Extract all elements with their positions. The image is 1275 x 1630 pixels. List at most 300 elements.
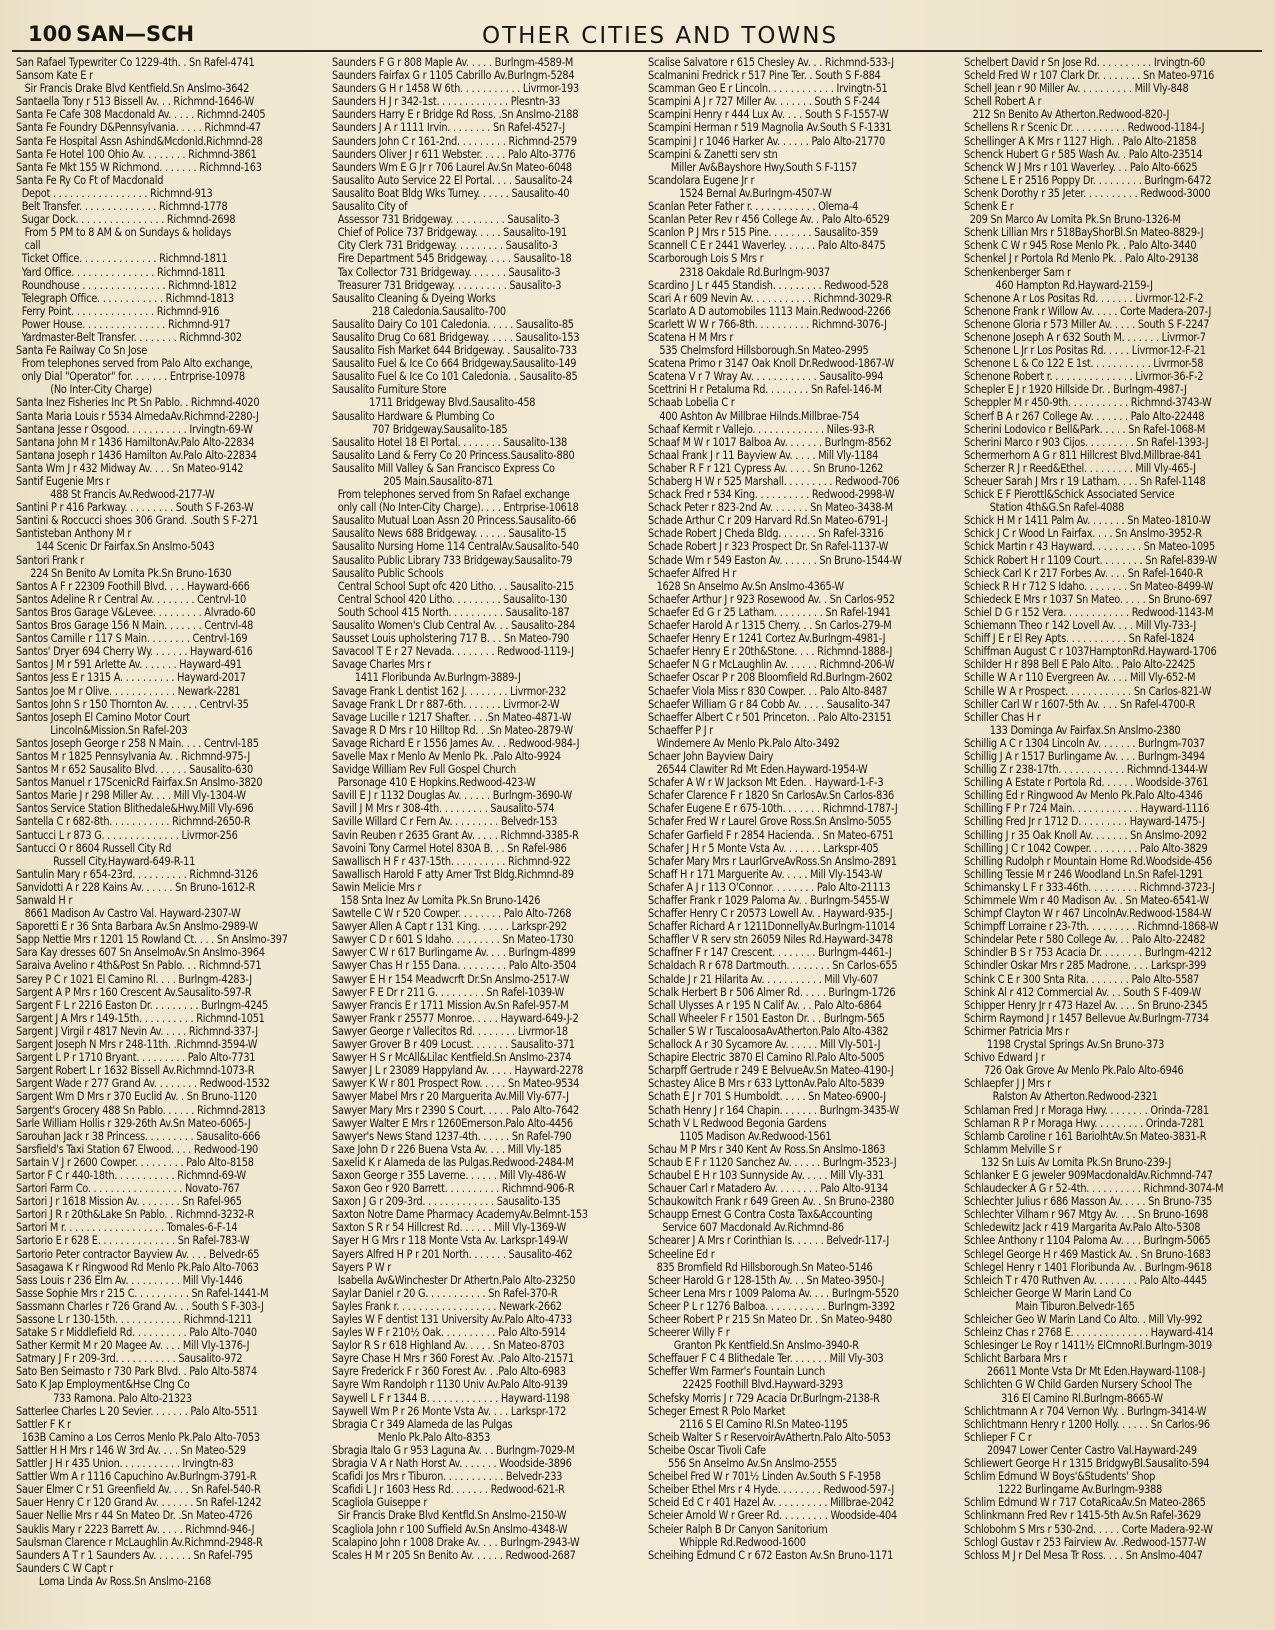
listing-entry: Savin Reuben r 2635 Grant Av. . . . . Richmnd-3385-R bbox=[332, 828, 579, 842]
listing-entry: Sartori M r. . . . . . . . . . . . . . . . . . Tomales-6-F-14 bbox=[16, 1221, 238, 1235]
listing-entry: Schlaepfer J J Mrs r bbox=[964, 1077, 1051, 1091]
listing-entry: Schade Robert J r 323 Prospect Dr. Sn Rafel-1137-W bbox=[648, 540, 889, 554]
listing-entry: Schillig J A r 1517 Burlingame Av. . . . Burlngm-3494 bbox=[964, 749, 1205, 763]
listing-entry: Schimpff Lorraine r 23-7th. . . . . . . . . Richmnd-1868-W bbox=[964, 920, 1219, 934]
listing-entry: Parsonage 410 E Hopkins.Redwood-423-W bbox=[332, 776, 536, 790]
listing-entry: Schearer J A Mrs r Corinthian Is. . . . . . Belvedr-117-J bbox=[648, 1234, 890, 1248]
listing-entry: Sargent Joseph N Mrs r 248-11th. .Richmnd-3594-W bbox=[16, 1038, 258, 1052]
listing-entry: Santa Fe Hotel 100 Ohio Av. . . . . . . . Richmnd-3861 bbox=[16, 147, 257, 161]
listing-entry: Schenck W J Mrs r 101 Waverley. . . Palo Alto-6625 bbox=[964, 160, 1198, 174]
listing-entry: Scari A r 609 Nevin Av. . . . . . . . . . . Richmnd-3029-R bbox=[648, 291, 892, 305]
listing-entry: Savage Richard E r 1556 James Av. . . Redwood-984-J bbox=[332, 736, 580, 750]
listing-entry: Schenk C W r 945 Rose Menlo Pk. . Palo Alto-3440 bbox=[964, 239, 1197, 253]
listing-entry: Sbragia V A r Nath Horst Av. . . . . . . Woodside-3896 bbox=[332, 1457, 572, 1471]
listing-entry: Scardino J L r 445 Standish. . . . . . . . . Redwood-528 bbox=[648, 278, 889, 292]
listing-entry: Ralston Av Atherton.Redwood-2321 bbox=[964, 1090, 1158, 1104]
listing-entry: Schaldach R r 678 Dartmouth. . . . . . . . Sn Carlos-655 bbox=[648, 959, 898, 973]
listing-entry: Sartori J r 1618 Mission Av. . . . . . . . Sn Rafel-965 bbox=[16, 1195, 242, 1209]
listing-entry: Santos A F r 22309 Foothill Blvd. . . . Hayward-666 bbox=[16, 579, 250, 593]
listing-entry: 8661 Madison Av Castro Val. Hayward-2307-W bbox=[16, 907, 241, 921]
listing-entry: Santucci L r 873 G. . . . . . . . . . . . . . Livrmor-256 bbox=[16, 828, 238, 842]
listing-entry: Santa Inez Fisheries Inc Pt Sn Pablo. . Richmnd-4020 bbox=[16, 396, 260, 410]
listing-entry: Scarborough Lois S Mrs r bbox=[648, 252, 764, 266]
listing-entry: 1524 Bernal Av.Burlngm-4507-W bbox=[648, 186, 832, 200]
listing-entry: Scatena H M Mrs r bbox=[648, 330, 734, 344]
listing-entry: Scherzer R J r Reed&Ethel. . . . . . . . . Mill Vly-465-J bbox=[964, 461, 1196, 475]
listing-entry: Schaefer Oscar P r 208 Bloomfield Rd.Burlngm-2602 bbox=[648, 671, 893, 685]
listing-entry: Schindler Oskar Mrs r 285 Madrone. . . . Larkspr-399 bbox=[964, 959, 1207, 973]
listing-entry: Schaefer Alfred H r bbox=[648, 566, 737, 580]
listing-entry: Scampini J r 1046 Harker Av. . . . . . Palo Alto-21770 bbox=[648, 134, 885, 148]
listing-entry: 20947 Lower Center Castro Val.Hayward-249 bbox=[964, 1443, 1197, 1457]
listing-entry: Schirmer Patricia Mrs r bbox=[964, 1024, 1070, 1038]
listing-entry: Schafer A W r W Jackson Mt Eden. . Hayward-1-F-3 bbox=[648, 776, 884, 790]
listing-entry: Schliewert George H r 1315 BridgwyBl.Sausalito-594 bbox=[964, 1457, 1210, 1471]
listing-entry: Satmary J F r 209-3rd. . . . . . . . . . . Sausalito-972 bbox=[16, 1352, 243, 1366]
listing-entry: Schaab Lobelia C r bbox=[648, 396, 735, 410]
listing-entry: Schindelar Pete r 580 College Av. . . Palo Alto-22482 bbox=[964, 933, 1206, 947]
listing-entry: Sargent L P r 1710 Bryant. . . . . . . . . Palo Alto-7731 bbox=[16, 1051, 256, 1065]
listing-entry: Schlieper F C r bbox=[964, 1430, 1032, 1444]
listing-entry: Schafer Eugene E r 675-10th. . . . . . . Richmnd-1787-J bbox=[648, 802, 898, 816]
listing-entry: Schirm Raymond J r 1457 Bellevue Av.Burlngm-7734 bbox=[964, 1011, 1209, 1025]
listing-entry: Sausalito Fish Market 644 Bridgeway. . Sausalito-733 bbox=[332, 344, 577, 358]
listing-entry: Savage Lucille r 1217 Shafter. . . .Sn Mateo-4871-W bbox=[332, 710, 572, 724]
listing-entry: Schaber R F r 121 Cypress Av. . . . . Sn Bruno-1262 bbox=[648, 461, 884, 475]
listing-entry: Scatena V r 7 Wray Av. . . . . . . . . . . . Sausalito-994 bbox=[648, 370, 884, 384]
listing-entry: Scheppler M r 450-9th. . . . . . . . . . . Richmnd-3743-W bbox=[964, 396, 1212, 410]
listing-entry: Schaubel E H r 103 Sunnyside Av. . . . . Mill Vly-331 bbox=[648, 1168, 885, 1182]
page-number: 100 bbox=[28, 22, 72, 46]
listing-entry: Schink Al r 412 Commercial Av. . . South S F-409-W bbox=[964, 985, 1201, 999]
listing-entry: Sausalito Land & Ferry Co 20 Princess.Sausalito-880 bbox=[332, 448, 575, 462]
listing-entry: Schledewitz Jack r 419 Margarita Av.Palo Alto-5308 bbox=[964, 1221, 1201, 1235]
listing-entry: Belt Transfer. . . . . . . . . . . . . . Richmnd-1778 bbox=[16, 200, 228, 214]
listing-entry: Scheiber Ethel Mrs r 4 Hyde. . . . . . . . Redwood-597-J bbox=[648, 1483, 894, 1497]
listing-entry: Sawyer H S r McAll&Lilac Kentfield.Sn Anslmo-2374 bbox=[332, 1051, 572, 1065]
listing-entry: 400 Ashton Av Millbrae Hilnds.Millbrae-754 bbox=[648, 409, 860, 423]
listing-entry: Schaefer Henry E r 1241 Cortez Av.Burlngm-4981-J bbox=[648, 632, 886, 646]
listing-entry: Schaeffer Albert C r 501 Princeton. . Palo Alto-23151 bbox=[648, 710, 892, 724]
listing-entry: Saunders Oliver J r 611 Webster. . . . . Palo Alto-3776 bbox=[332, 147, 576, 161]
listing-entry: Schenk Dorothy r 35 Jeter. . . . . . . . . . Redwood-3000 bbox=[964, 186, 1211, 200]
listing-entry: Santos Bros Garage V&Levee. . . . . . . . . Alvrado-60 bbox=[16, 605, 256, 619]
listing-entry: Sasagawa K r Ringwood Rd Menlo Pk.Palo Alto-7063 bbox=[16, 1260, 259, 1274]
listing-entry: 316 El Camino Rl.Burlngm-8665-W bbox=[964, 1391, 1163, 1405]
listing-entry: Sawyer's News Stand 1237-4th. . . . . . Sn Rafel-790 bbox=[332, 1129, 572, 1143]
listing-entry: Sausalito Mutual Loan Assn 20 Princess.Sausalito-66 bbox=[332, 514, 577, 528]
listing-entry: Schenone Robert r. . . . . . . . . . . . . . . Livrmor-36-F-2 bbox=[964, 370, 1204, 384]
listing-entry: Saxton S R r 54 Hillcrest Rd. . . . . . Mill Vly-1369-W bbox=[332, 1221, 567, 1235]
listing-entry: Sartorio E r 628 E. . . . . . . . . . . . . . Sn Rafel-783-W bbox=[16, 1234, 250, 1248]
listing-entry: Sausalito Cleaning & Dyeing Works bbox=[332, 291, 496, 305]
listing-column-2 bbox=[332, 56, 627, 1626]
listing-entry: Schafer Mary Mrs r LaurlGrveAvRoss.Sn Anslmo-2891 bbox=[648, 854, 897, 868]
listing-entry: Schath E J r 701 S Humboldt. . . . . Sn Mateo-6900-J bbox=[648, 1090, 886, 1104]
listing-entry: Schiedeck E Mrs r 1037 Sn Mateo. . . . . Sn Bruno-697 bbox=[964, 592, 1213, 606]
listing-entry: Schall Wheeler F r 1501 Easton Dr. . . Burlngm-565 bbox=[648, 1011, 885, 1025]
listing-entry: Scheeline Ed r bbox=[648, 1247, 715, 1261]
listing-entry: Saunders Wm E G Jr r 706 Laurel Av.Sn Mateo-6048 bbox=[332, 160, 572, 174]
listing-entry: Scheld Fred W r 107 Clark Dr. . . . . . . . Sn Mateo-9716 bbox=[964, 69, 1215, 83]
listing-entry: Sausset Louis upholstering 717 B. . . Sn Mateo-790 bbox=[332, 632, 570, 646]
listing-entry: Schiel D G r 152 Vera. . . . . . . . . . . . Redwood-1143-M bbox=[964, 605, 1214, 619]
listing-entry: Sartorio Peter contractor Bayview Av. . . . Belvedr-65 bbox=[16, 1247, 260, 1261]
listing-entry: Schlim Edmund W Boys'&Students' Shop bbox=[964, 1470, 1156, 1484]
listing-entry: 158 Snta Inez Av Lomita Pk.Sn Bruno-1426 bbox=[332, 894, 541, 907]
listing-entry: Savill E J r 1132 Douglas Av. . . . . . Burlngm-3690-W bbox=[332, 789, 572, 803]
listing-entry: Santa Fe Cafe 308 Macdonald Av. . . . . Richmnd-2405 bbox=[16, 108, 266, 122]
listing-column-4 bbox=[964, 56, 1259, 1626]
listing-entry: Ferry Point. . . . . . . . . . . . . . . Richmnd-916 bbox=[16, 304, 220, 318]
listing-entry: Scampini & Zanetti serv stn bbox=[648, 147, 778, 161]
listing-entry: Sarouhan Jack r 38 Princess. . . . . . . . . Sausalito-666 bbox=[16, 1129, 261, 1143]
listing-entry: Schall Ulysses A r 195 N Calif Av. . . Palo Alto-6864 bbox=[648, 998, 882, 1012]
listing-entry: Granton Pk Kentfield.Sn Anslmo-3940-R bbox=[648, 1339, 859, 1353]
listing-entry: Schlichten G W Child Garden Nursery School The bbox=[964, 1378, 1192, 1392]
listing-entry: Schalde J r 21 Hilarita Av. . . . . . . . . . . Mill Vly-607 bbox=[648, 972, 879, 986]
listing-entry: Scafidi L J r 1603 Hess Rd. . . . . . . Redwood-621-R bbox=[332, 1483, 565, 1497]
listing-entry: Sather Kermit M r 20 Magee Av. . . . Mill Vly-1376-J bbox=[16, 1339, 250, 1353]
listing-entry: Sargent Wm D Mrs r 370 Euclid Av. . Sn Bruno-1120 bbox=[16, 1090, 257, 1104]
listing-entry: Sato Ben Seimasto r 730 Park Blvd. . Palo Alto-5874 bbox=[16, 1365, 257, 1379]
listing-entry: Schlegel Henry r 1401 Floribunda Av. . Burlngm-9618 bbox=[964, 1260, 1212, 1274]
listing-entry: Saxon Geo r 920 Barrett. . . . . . . . . . Richmnd-906-R bbox=[332, 1182, 575, 1196]
listing-entry: Sanvidotti A r 228 Kains Av. . . . . . Sn Bruno-1612-R bbox=[16, 880, 255, 894]
listing-entry: Schick J C r Wood Ln Fairfax. . . . Sn Anslmo-3952-R bbox=[964, 527, 1202, 541]
listing-entry: Sassone L r 130-15th. . . . . . . . . . . . Richmnd-1211 bbox=[16, 1313, 252, 1326]
listing-entry: Schenkel J r Portola Rd Menlo Pk. . Palo Alto-29138 bbox=[964, 252, 1199, 266]
listing-entry: Schaffer Richard A r 1211DonnellyAv.Burlngm-11014 bbox=[648, 920, 895, 934]
listing-entry: Saywell Wm P r 26 Monte Vsta Av. . . . Larkspr-172 bbox=[332, 1404, 567, 1418]
listing-entry: Schalk Herbert B r 506 Almer Rd. . . . . Burlngm-1726 bbox=[648, 985, 896, 999]
listing-entry: Windemere Av Menlo Pk.Palo Alto-3492 bbox=[648, 736, 840, 750]
listing-entry: Sayre Wm Randolph r 1130 Univ Av.Palo Alto-9139 bbox=[332, 1378, 568, 1392]
listing-entry: Schenone A r Los Positas Rd. . . . . . . Livrmor-12-F-2 bbox=[964, 291, 1204, 305]
listing-entry: Scarlato A D automobiles 1113 Main.Redwood-2266 bbox=[648, 304, 891, 318]
listing-entry: Schaff H r 171 Marguerite Av. . . . . Mill Vly-1543-W bbox=[648, 867, 883, 881]
listing-entry: Schiemann Theo r 142 Lovell Av. . . . Mill Vly-733-J bbox=[964, 619, 1197, 633]
listing-entry: Sayles Frank r. . . . . . . . . . . . . . . . . . Newark-2662 bbox=[332, 1299, 562, 1313]
listing-entry: Scanlon P J Mrs r 515 Pine. . . . . . . . Sausalito-359 bbox=[648, 226, 878, 240]
listing-entry: Schack Peter r 823-2nd Av. . . . . . . Sn Mateo-3438-M bbox=[648, 501, 893, 515]
listing-entry: Isabella Av&Winchester Dr Athertn.Palo Alto-23250 bbox=[332, 1273, 576, 1287]
listing-entry: Station 4th&G.Sn Rafel-4088 bbox=[964, 501, 1125, 515]
listing-entry: Schath Henry J r 164 Chapin. . . . . . . Burlngm-3435-W bbox=[648, 1103, 899, 1117]
listing-entry: Santos M r 652 Sausalito Blvd. . . . . . Sausalito-630 bbox=[16, 763, 253, 777]
listing-entry: Sartori Farm Co. . . . . . . . . . . . . . . . . Novato-767 bbox=[16, 1182, 240, 1196]
listing-entry: Saxelid K r Alameda de las Pulgas.Redwood-2484-M bbox=[332, 1155, 574, 1169]
listing-entry: Schivo Edward J r bbox=[964, 1051, 1045, 1065]
listing-entry: Schefsky Morris J r 729 Acacia Dr.Burlngm-2138-R bbox=[648, 1391, 880, 1405]
listing-entry: Schene L E r 2516 Poppy Dr. . . . . . . . . Burlngm-6472 bbox=[964, 173, 1212, 187]
listing-entry: Sbragia Italo G r 953 Laguna Av. . . Burlngm-7029-M bbox=[332, 1443, 575, 1457]
listing-entry: Scagliola Guiseppe r bbox=[332, 1496, 428, 1510]
listing-entry: Sargent J A Mrs r 149-15th. . . . . . . . . . Richmnd-1051 bbox=[16, 1011, 265, 1025]
listing-entry: Schaefer Ed G r 25 Latham. . . . . . . . . Sn Rafel-1941 bbox=[648, 605, 891, 619]
listing-entry: Scannell C E r 2441 Waverley. . . . . . Palo Alto-8475 bbox=[648, 239, 886, 253]
listing-entry: Santa Fe Mkt 155 W Richmond. . . . . . . Richmnd-163 bbox=[16, 160, 262, 174]
listing-entry: Schell Jean r 90 Miller Av. . . . . . . . . . Mill Vly-848 bbox=[964, 82, 1189, 96]
listing-entry: Schilder H r 898 Bell E Palo Alto. . Palo Alto-22425 bbox=[964, 658, 1196, 672]
listing-entry: Santana Jesse r Osgood. . . . . . . . . . . Irvingtn-69-W bbox=[16, 422, 253, 436]
listing-entry: Scanlan Peter Father r. . . . . . . . . . . . Olema-4 bbox=[648, 200, 859, 214]
listing-entry: Saxe John D r 226 Buena Vsta Av. . . . Mill Vly-185 bbox=[332, 1142, 562, 1156]
listing-entry: Sarey P C r 1021 El Camino Rl. . . . Burlngm-4283-J bbox=[16, 972, 252, 986]
listing-entry: Schick H M r 1411 Palm Av. . . . . . . Sn Mateo-1810-W bbox=[964, 514, 1211, 528]
listing-entry: Sawyer J L r 23089 Happyland Av. . . . . Hayward-2278 bbox=[332, 1064, 584, 1078]
listing-entry: Santos Joe M r Olive. . . . . . . . . . . . Newark-2281 bbox=[16, 684, 241, 698]
listing-entry: Sattler H H Mrs r 146 W 3rd Av. . . . Sn Mateo-529 bbox=[16, 1443, 246, 1457]
listing-entry: Santucci O r 8604 Russell City Rd bbox=[16, 841, 172, 855]
listing-entry: Schafer Fred W r Laurel Grove Ross.Sn Anslmo-5055 bbox=[648, 815, 892, 829]
listing-entry: Scamman Geo E r Lincoln. . . . . . . . . . . . Irvingtn-51 bbox=[648, 82, 888, 96]
page-header bbox=[12, 20, 1262, 52]
listing-entry: Schiller Chas H r bbox=[964, 710, 1041, 724]
listing-entry: Schaffner F r 147 Crescent. . . . . . . . Burlngm-4461-J bbox=[648, 946, 892, 960]
listing-columns bbox=[16, 56, 1268, 1626]
listing-entry: Schau M P Mrs r 340 Kent Av Ross.Sn Anslmo-1863 bbox=[648, 1142, 886, 1156]
listing-entry: Sayles W F r 210½ Oak. . . . . . . . . . Palo Alto-5914 bbox=[332, 1326, 566, 1340]
listing-entry: 835 Bromfield Rd Hillsborough.Sn Mateo-5146 bbox=[648, 1260, 873, 1274]
listing-entry: Scheer P L r 1276 Balboa. . . . . . . . . . . Burlngm-3392 bbox=[648, 1299, 896, 1313]
listing-entry: Schilling J r 35 Oak Knoll Av. . . . . . . Sn Anslmo-2092 bbox=[964, 828, 1207, 842]
listing-entry: Sausalito Fuel & Ice Co 664 Bridgeway.Sausalito-149 bbox=[332, 357, 577, 371]
listing-entry: Schaefer N G r McLaughlin Av. . . . . . Richmnd-206-W bbox=[648, 658, 895, 672]
listing-entry: Schlegel George H r 469 Mastick Av. . Sn Bruno-1683 bbox=[964, 1247, 1211, 1261]
listing-entry: Santa Fe Railway Co Sn Jose bbox=[16, 344, 147, 358]
listing-entry: Scarlett W W r 766-8th. . . . . . . . . . Richmnd-3076-J bbox=[648, 317, 887, 331]
listing-entry: Schaefer Henry E r 20th&Stone. . . . Richmnd-1888-J bbox=[648, 645, 893, 659]
listing-entry: Sayers Alfred H P r 201 North. . . . . . . Sausalito-462 bbox=[332, 1247, 573, 1261]
listing-entry: 163B Camino a Los Cerros Menlo Pk.Palo Alto-7053 bbox=[16, 1430, 260, 1444]
listing-entry: Saylar Daniel r 20 G. . . . . . . . . . . Sn Rafel-370-R bbox=[332, 1286, 558, 1300]
listing-entry: Sugar Dock. . . . . . . . . . . . . . . . Richmnd-2698 bbox=[16, 213, 236, 227]
listing-entry: Sawallisch Harold F atty Amer Trst Bldg.Richmnd-89 bbox=[332, 867, 574, 881]
listing-entry: Scheid Ed C r 401 Hazel Av. . . . . . . . . . Millbrae-2042 bbox=[648, 1496, 895, 1510]
listing-entry: only Dial "Operator" for. . . . . . . Entrprise-10978 bbox=[16, 370, 246, 384]
listing-entry: Schilling Rudolph r Mountain Home Rd.Woodside-456 bbox=[964, 854, 1213, 868]
listing-entry: Assessor 731 Bridgeway. . . . . . . . . . Sausalito-3 bbox=[332, 213, 560, 227]
listing-entry: Saxton Notre Dame Pharmacy AcademyAv.Belmnt-153 bbox=[332, 1208, 588, 1222]
listing-entry: Savelle Max r Menlo Av Menlo Pk. .Palo Alto-9924 bbox=[332, 749, 561, 763]
listing-entry: Sanwald H r bbox=[16, 894, 73, 907]
listing-entry: Schimpf Clayton W r 467 LincolnAv.Redwood-1584-W bbox=[964, 907, 1212, 921]
listing-entry: Menlo Pk.Palo Alto-8353 bbox=[332, 1430, 491, 1444]
listing-entry: Sausalito City of bbox=[332, 200, 408, 214]
listing-entry: Schindler B S r 753 Acacia Dr. . . . . . . . Burlngm-4212 bbox=[964, 946, 1212, 960]
listing-entry: Schilling A Estate r Portola Rd. . . . . . Woodside-3761 bbox=[964, 776, 1209, 790]
listing-entry: Schaaf M W r 1017 Balboa Av. . . . . . . Burlngm-8562 bbox=[648, 435, 892, 449]
listing-entry: Sansom Kate E r bbox=[16, 69, 93, 83]
listing-entry: Schick Martin r 43 Hayward. . . . . . . . . Sn Mateo-1095 bbox=[964, 540, 1215, 554]
listing-entry: Santana John M r 1436 HamiltonAv.Palo Alto-22834 bbox=[16, 435, 255, 449]
listing-entry: Sattler F K r bbox=[16, 1417, 71, 1431]
listing-entry: Sayre Chase H Mrs r 360 Forest Av. .Palo Alto-21571 bbox=[332, 1352, 574, 1366]
listing-entry: From telephones served from Sn Rafael exchange bbox=[332, 488, 570, 502]
listing-entry: 535 Chelmsford Hillsborough.Sn Mateo-2995 bbox=[648, 344, 869, 358]
listing-entry: Schleinz Chas r 2768 E. . . . . . . . . . . . . . Hayward-414 bbox=[964, 1326, 1214, 1340]
listing-entry: Schlamm Melville S r bbox=[964, 1142, 1062, 1156]
listing-entry: Schlinkmann Fred Rev r 1415-5th Av.Sn Rafel-3629 bbox=[964, 1509, 1201, 1523]
listing-entry: 488 St Francis Av.Redwood-2177-W bbox=[16, 488, 215, 502]
listing-entry: Santos Marie J r 298 Miller Av. . . . Mill Vly-1304-W bbox=[16, 789, 246, 803]
listing-entry: Schiff J E r El Rey Apts. . . . . . . . . . . Sn Rafel-1824 bbox=[964, 632, 1195, 646]
listing-entry: Scheer Robert P r 215 Sn Mateo Dr. . Sn Mateo-9480 bbox=[648, 1313, 893, 1326]
page-range: SAN—SCH bbox=[76, 22, 195, 46]
listing-entry: Schieck Carl K r 217 Forbes Av. . . . Sn Rafel-1640-R bbox=[964, 566, 1203, 580]
listing-entry: Sapp Nettie Mrs r 1201 15 Rowland Ct. . . . Sn Anslmo-397 bbox=[16, 933, 288, 947]
listing-entry: 144 Scenic Dr Fairfax.Sn Anslmo-5043 bbox=[16, 540, 215, 554]
listing-entry: 2116 S El Camino Rl.Sn Mateo-1195 bbox=[648, 1417, 848, 1431]
listing-entry: Scheib Walter S r ReservoirAvAthertn.Palo Alto-5053 bbox=[648, 1430, 891, 1444]
listing-entry: Loma Linda Av Ross.Sn Anslmo-2168 bbox=[16, 1574, 211, 1588]
listing-entry: Treasurer 731 Bridgeway. . . . . . . . . . Sausalito-3 bbox=[332, 278, 562, 292]
listing-entry: Schillig A C r 1304 Lincoln Av. . . . . . . Burlngm-7037 bbox=[964, 736, 1205, 750]
listing-entry: Schaal Frank J r 11 Bayview Av. . . . . Mill Vly-1184 bbox=[648, 448, 879, 462]
listing-entry: 2318 Oakdale Rd.Burlngm-9037 bbox=[648, 265, 830, 279]
listing-entry: Scampini A J r 727 Miller Av. . . . . . . South S F-244 bbox=[648, 95, 880, 109]
listing-entry: Scampini Herman r 519 Magnolia Av.South S F-1331 bbox=[648, 121, 892, 135]
listing-entry: Saunders Fairfax G r 1105 Cabrillo Av.Burlngm-5284 bbox=[332, 69, 575, 83]
listing-entry: Scalapino John r 1008 Drake Av. . . . Burlngm-2943-W bbox=[332, 1535, 580, 1549]
listing-entry: Schlanker E G jeweler 909MacdonaldAv.Richmnd-747 bbox=[964, 1168, 1213, 1182]
listing-entry: 26611 Monte Vsta Dr Mt Eden.Hayward-1108-J bbox=[964, 1365, 1206, 1379]
listing-entry: Schaefer Viola Miss r 830 Cowper. . . Palo Alto-8487 bbox=[648, 684, 888, 698]
listing-entry: Saywell L F r 1344 B. . . . . . . . . . . . . Hayward-1198 bbox=[332, 1391, 570, 1405]
listing-entry: Santulin Mary r 654-23rd. . . . . . . . . . Richmnd-3126 bbox=[16, 867, 258, 881]
listing-entry: Schlee Anthony r 1104 Paloma Av. . . . Burlngm-5065 bbox=[964, 1234, 1211, 1248]
listing-entry: Santa Fe Hospital Assn Ashind&Mcdonld.Richmnd-28 bbox=[16, 134, 263, 148]
listing-entry: Sayer H G Mrs r 118 Monte Vsta Av. Larkspr-149-W bbox=[332, 1234, 568, 1248]
listing-entry: Sargent A P Mrs r 160 Crescent Av.Sausalito-597-R bbox=[16, 985, 252, 999]
listing-entry: Scheerer Willy F r bbox=[648, 1326, 730, 1340]
listing-entry: Sartain V J r 2600 Cowper. . . . . . . . . Palo Alto-8158 bbox=[16, 1155, 254, 1169]
listing-entry: Sawin Melicie Mrs r bbox=[332, 880, 422, 894]
listing-entry: Santif Eugenie Mrs r bbox=[16, 475, 110, 488]
listing-entry: Central School 420 Litho. . . . . . . . . Sausalito-130 bbox=[332, 592, 568, 606]
listing-entry: Ticket Office. . . . . . . . . . . . . . Richmnd-1811 bbox=[16, 252, 228, 266]
listing-entry: Santos Service Station Blithedale&Hwy.Mill Vly-696 bbox=[16, 802, 254, 816]
listing-entry: 556 Sn Anselmo Av.Sn Anslmo-2555 bbox=[648, 1457, 837, 1471]
listing-entry: Santori Frank r bbox=[16, 553, 85, 567]
listing-entry: Sato K Jap Employment&Hse Clng Co bbox=[16, 1378, 190, 1392]
listing-entry: Sausalito Auto Service 22 El Portal. . . . Sausalito-24 bbox=[332, 173, 573, 187]
listing-entry: Sawyer C W r 617 Burlingame Av. . . . Burlngm-4899 bbox=[332, 946, 576, 960]
listing-entry: Schack Fred r 534 King. . . . . . . . . . Redwood-2998-W bbox=[648, 488, 895, 502]
listing-entry: San Rafael Typewriter Co 1229-4th. . Sn Rafel-4741 bbox=[16, 56, 255, 69]
listing-entry: Sarle William Hollis r 329-26th Av.Sn Mateo-6065-J bbox=[16, 1116, 251, 1130]
listing-entry: 26544 Clawiter Rd Mt Eden.Hayward-1954-W bbox=[648, 763, 868, 777]
listing-entry: Sausalito Public Library 733 Bridgeway.Sausalito-79 bbox=[332, 553, 573, 567]
listing-entry: only call (No Inter-City Charge). . . . Entrprise-10618 bbox=[332, 501, 579, 515]
listing-entry: Lincoln&Mission.Sn Rafel-203 bbox=[16, 723, 188, 737]
listing-entry: Schilling Ed r Ringwood Av Menlo Pk.Palo Alto-4346 bbox=[964, 789, 1203, 803]
listing-entry: Savidge William Rev Full Gospel Church bbox=[332, 763, 516, 777]
listing-entry: Saunders F G r 808 Maple Av. . . . . Burlngm-4589-M bbox=[332, 56, 574, 69]
listing-entry: Satterlee Charles L 20 Sevier. . . . . . . Palo Alto-5511 bbox=[16, 1404, 258, 1418]
listing-entry: Schlaman R P r Moraga Hwy. . . . . . . . . Orinda-7281 bbox=[964, 1116, 1205, 1130]
listing-entry: Schloss M J r Del Mesa Tr Ross. . . . Sn Anslmo-4047 bbox=[964, 1548, 1203, 1562]
listing-entry: Santa Fe Foundry D&Pennsylvania. . . . . Richmnd-47 bbox=[16, 121, 261, 135]
listing-entry: Saunders J A r 1111 Irvin. . . . . . . . Sn Rafel-4527-J bbox=[332, 121, 565, 135]
listing-entry: Sawyer Frank r 25577 Monroe. . . . . Hayward-649-J-2 bbox=[332, 1011, 579, 1025]
listing-entry: Sayre Frederick F r 360 Forest Av. . .Palo Alto-6983 bbox=[332, 1365, 566, 1379]
listing-entry: 460 Hampton Rd.Hayward-2159-J bbox=[964, 278, 1153, 292]
listing-entry: Schille W A r Prospect. . . . . . . . . . . . Sn Carlos-821-W bbox=[964, 684, 1212, 698]
listing-entry: Schauer Carl r Matadero Av. . . . . . . . Palo Alto-9134 bbox=[648, 1182, 888, 1196]
listing-entry: Saunders C W Capt r bbox=[16, 1561, 113, 1575]
listing-entry: Schenone Joseph A r 632 South M. . . . . . . Livrmor-7 bbox=[964, 330, 1206, 344]
listing-entry: Sauklis Mary r 2223 Barrett Av. . . . . Richmnd-946-J bbox=[16, 1522, 255, 1536]
listing-entry: Schelbert David r Sn Jose Rd. . . . . . . . . . Irvingtn-60 bbox=[964, 56, 1205, 69]
listing-entry: Schenk Lillian Mrs r 518BayShorBl.Sn Mateo-8829-J bbox=[964, 226, 1204, 240]
listing-entry: Schaefer Harold A r 1315 Cherry. . . Sn Carlos-279-M bbox=[648, 619, 892, 633]
listing-entry: Sawyer Walter E Mrs r 1260Emerson.Palo Alto-4456 bbox=[332, 1116, 573, 1130]
listing-entry: Schleicher Geo W Marin Land Co Alto. . Mill Vly-992 bbox=[964, 1313, 1203, 1326]
listing-entry: Schaeffer P J r bbox=[648, 723, 714, 737]
listing-entry: Sargent F L r 2216 Easton Dr. . . . . . . . . Burlngm-4245 bbox=[16, 998, 269, 1012]
listing-entry: Chief of Police 737 Bridgeway. . . . . Sausalito-191 bbox=[332, 226, 568, 240]
listing-entry: Sausalito Drug Co 681 Bridgeway. . . . . Sausalito-153 bbox=[332, 330, 580, 344]
listing-entry: Santos Adeline R r Central Av. . . . . . . . Centrvl-10 bbox=[16, 592, 246, 606]
listing-entry: Sausalito Fuel & Ice Co 101 Caledonia. . Sausalito-85 bbox=[332, 370, 578, 384]
listing-entry: Saylor R S r 618 Highland Av. . . . . Sn Mateo-8703 bbox=[332, 1339, 565, 1353]
listing-entry: Santos Camille r 117 S Main. . . . . . . . Centrvl-169 bbox=[16, 632, 248, 646]
listing-entry: Schapire Electric 3870 El Camino Rl.Palo Alto-5005 bbox=[648, 1051, 885, 1065]
listing-entry: Santa Maria Louis r 5534 AlmedaAv.Richmnd-2280-J bbox=[16, 409, 259, 423]
listing-entry: Central School Supt ofc 420 Litho. . . Sausalito-215 bbox=[332, 579, 574, 593]
listing-entry: Russell City.Hayward-649-R-11 bbox=[16, 854, 196, 868]
listing-entry: Schipper Henry Jr r 473 Hazel Av. . . . Sn Bruno-2345 bbox=[964, 998, 1208, 1012]
listing-entry: Schillig Z r 238-17th. . . . . . . . . . . . Richmnd-1344-W bbox=[964, 763, 1208, 777]
listing-entry: Schimmele Wm r 40 Madison Av. . Sn Mateo-6541-W bbox=[964, 894, 1209, 907]
listing-entry: Schastey Alice B Mrs r 633 LyttonAv.Palo Alto-5839 bbox=[648, 1077, 885, 1091]
listing-entry: Scheier Ralph B Dr Canyon Sanitorium bbox=[648, 1522, 828, 1536]
page-title: OTHER CITIES AND TOWNS bbox=[482, 23, 839, 49]
listing-entry: Schellens R r Scenic Dr. . . . . . . . . . Redwood-1184-J bbox=[964, 121, 1205, 135]
listing-entry: Schepler E J r 1920 Hillside Dr. . Burlngm-4987-J bbox=[964, 383, 1187, 397]
listing-entry: Scheffauer F C 4 Blithedale Ter. . . . . . . Mill Vly-303 bbox=[648, 1352, 884, 1366]
listing-entry: 1628 Sn Anselmo Av.Sn Anslmo-4365-W bbox=[648, 579, 844, 593]
listing-entry: Power House. . . . . . . . . . . . . . . Richmnd-917 bbox=[16, 317, 231, 331]
listing-column-3 bbox=[648, 56, 943, 1626]
listing-entry: Schleicher George W Marin Land Co bbox=[964, 1286, 1132, 1300]
listing-entry: Saunders Harry E r Bridge Rd Ross. .Sn Anslmo-2188 bbox=[332, 108, 579, 122]
listing-entry: Schaffer Henry C r 20573 Lowell Av. . Hayward-935-J bbox=[648, 907, 893, 921]
listing-entry: Main Tiburon.Belvedr-165 bbox=[964, 1299, 1135, 1313]
listing-entry: Saunders G H r 1458 W 6th. . . . . . . . . . . Livrmor-193 bbox=[332, 82, 579, 96]
listing-entry: Sawyer E H r 154 Meadwcrft Dr.Sn Anslmo-2517-W bbox=[332, 972, 570, 986]
listing-entry: Savacool T E r 27 Nevada. . . . . . . . Redwood-1119-J bbox=[332, 645, 574, 659]
listing-entry: Schlechter Julius r 686 Masson Av. . . . . Sn Bruno-735 bbox=[964, 1195, 1213, 1209]
listing-entry: Schermerhorn A G r 811 Hillcrest Blvd.Millbrae-841 bbox=[964, 448, 1202, 462]
listing-entry: Scatena Primo r 3147 Oak Knoll Dr.Redwood-1867-W bbox=[648, 357, 894, 371]
listing-entry: Schaefer Arthur J r 923 Rosewood Av. . Sn Carlos-952 bbox=[648, 592, 895, 606]
listing-entry: Sawtelle C W r 520 Cowper. . . . . . . . Palo Alto-7268 bbox=[332, 907, 572, 921]
listing-entry: Santos Joseph El Camino Motor Court bbox=[16, 710, 190, 724]
listing-entry: Savage R D Mrs r 10 Hilltop Rd. . .Sn Mateo-2879-W bbox=[332, 723, 573, 737]
listing-entry: Sawyer George r Vallecitos Rd. . . . . . . . Livrmor-18 bbox=[332, 1024, 568, 1038]
listing-entry: 133 Dominga Av Fairfax.Sn Anslmo-2380 bbox=[964, 723, 1181, 737]
listing-entry: Saunders A T r 1 Saunders Av. . . . . . . Sn Rafel-795 bbox=[16, 1548, 253, 1562]
listing-entry: Schilling Tessie M r 246 Woodland Ln.Sn Rafel-1291 bbox=[964, 867, 1204, 881]
listing-entry: Scheuer Sarah J Mrs r 19 Latham. . . . Sn Rafel-1148 bbox=[964, 475, 1206, 488]
listing-entry: Schaffler V R serv stn 26059 Niles Rd.Hayward-3478 bbox=[648, 933, 893, 947]
listing-entry: Schath V L Redwood Begonia Gardens bbox=[648, 1116, 827, 1130]
listing-entry: Schlichtmann A r 704 Vernon Wy. . Burlngm-3414-W bbox=[964, 1404, 1207, 1418]
listing-entry: Sausalito Boat Bldg Wks Turney. . . . . . Sausalito-40 bbox=[332, 186, 570, 200]
